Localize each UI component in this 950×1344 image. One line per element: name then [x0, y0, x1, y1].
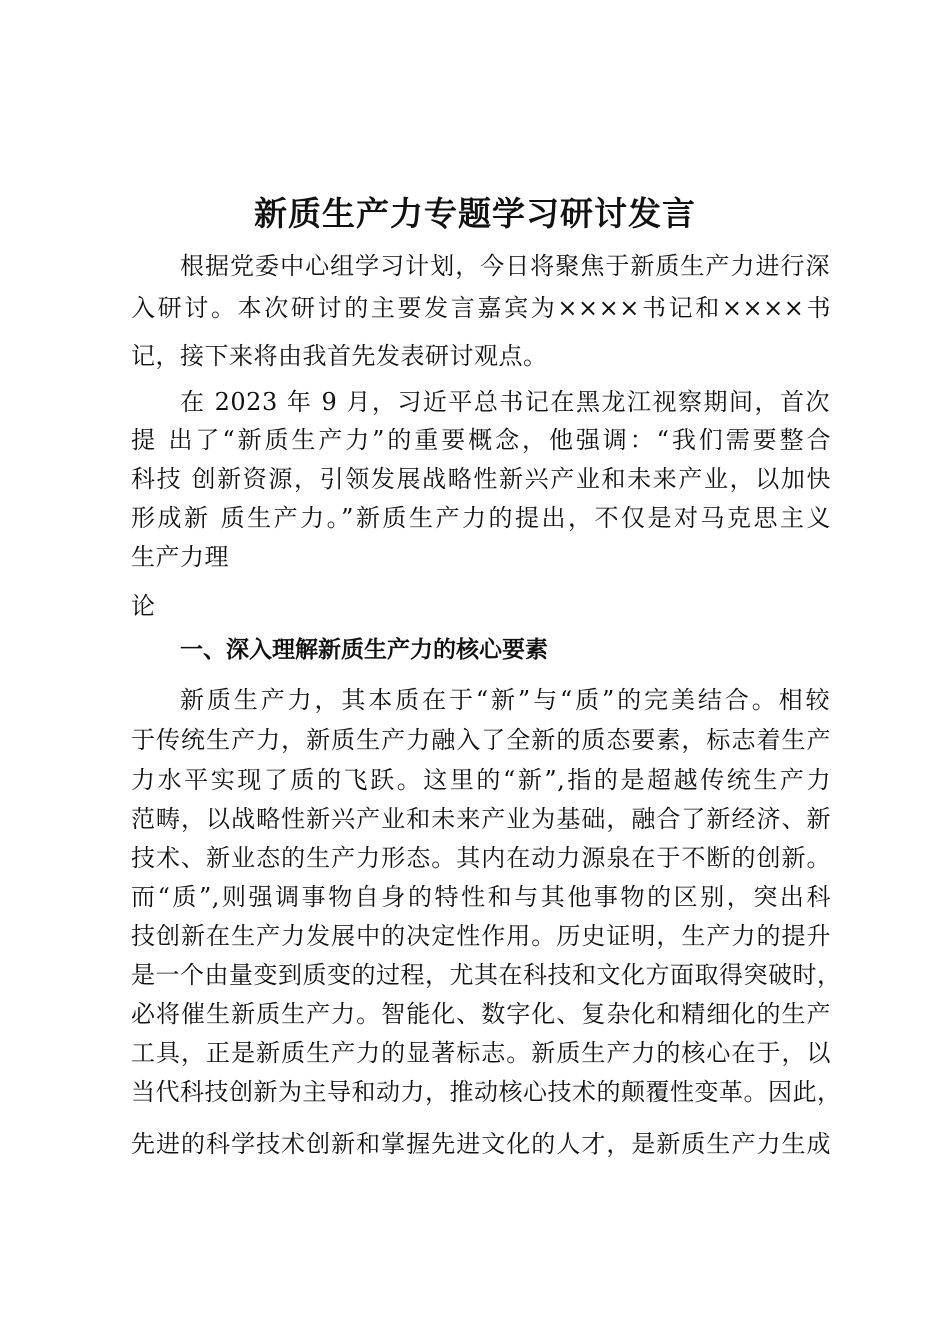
paragraph-3-line-2: 于传统生产力，新质生产力融入了全新的质态要素，标志着生产	[131, 726, 831, 754]
paragraph-2-line-5: 生产力理	[131, 543, 229, 571]
paragraph-3-line-1: 新质生产力，其本质在于“新”与“质”的完美结合。相较	[180, 686, 830, 714]
paragraph-1-line-1: 根据党委中心组学习计划，今日将聚焦于新质生产力进行深	[180, 252, 830, 280]
paragraph-1-line-3: 记，接下来将由我首先发表研讨观点。	[131, 342, 548, 370]
paragraph-3-line-10: 工具，正是新质生产力的显著标志。新质生产力的核心在于，以	[131, 1039, 831, 1067]
paragraph-1-line-2: 入研讨。本次研讨的主要发言嘉宾为××××书记和××××书	[131, 294, 831, 322]
paragraph-3-line-6: 而“质”,则强调事物自身的特性和与其他事物的区别，突出科	[131, 883, 831, 911]
paragraph-3-line-12: 先进的科学技术创新和掌握先进文化的人才，是新质生产力生成	[131, 1130, 831, 1158]
paragraph-2-line-6: 论	[131, 592, 156, 620]
paragraph-3-line-7: 技创新在生产力发展中的决定性作用。历史证明，生产力的提升	[131, 922, 831, 950]
paragraph-2-line-3: 科技 创新资源，引领发展战略性新兴产业和未来产业，以加快	[131, 465, 831, 493]
document-title: 新质生产力专题学习研讨发言	[254, 194, 696, 233]
section-heading-1: 一、深入理解新质生产力的核心要素	[180, 637, 548, 663]
paragraph-3-line-5: 技术、新业态的生产力形态。其内在动力源泉在于不断的创新。	[131, 844, 831, 872]
paragraph-3-line-11: 当代科技创新为主导和动力，推动核心技术的颠覆性变革。因此，	[131, 1078, 842, 1106]
paragraph-2-line-4: 形成新 质生产力。”新质生产力的提出，不仅是对马克思主义	[131, 504, 831, 532]
paragraph-3-line-4: 范畴，以战略性新兴产业和未来产业为基础，融合了新经济、新	[131, 805, 831, 833]
paragraph-3-line-9: 必将催生新质生产力。智能化、数字化、复杂化和精细化的生产	[131, 1000, 831, 1028]
paragraph-2-line-1: 在 2023 年 9 月，习近平总书记在黑龙江视察期间，首次	[180, 388, 830, 416]
paragraph-3-line-3: 力水平实现了质的飞跃。这里的“新”,指的是超越传统生产力	[131, 766, 831, 794]
paragraph-2-line-2: 提 出了“新质生产力”的重要概念，他强调：“我们需要整合	[131, 426, 831, 454]
paragraph-3-line-8: 是一个由量变到质变的过程，尤其在科技和文化方面取得突破时，	[131, 961, 842, 989]
